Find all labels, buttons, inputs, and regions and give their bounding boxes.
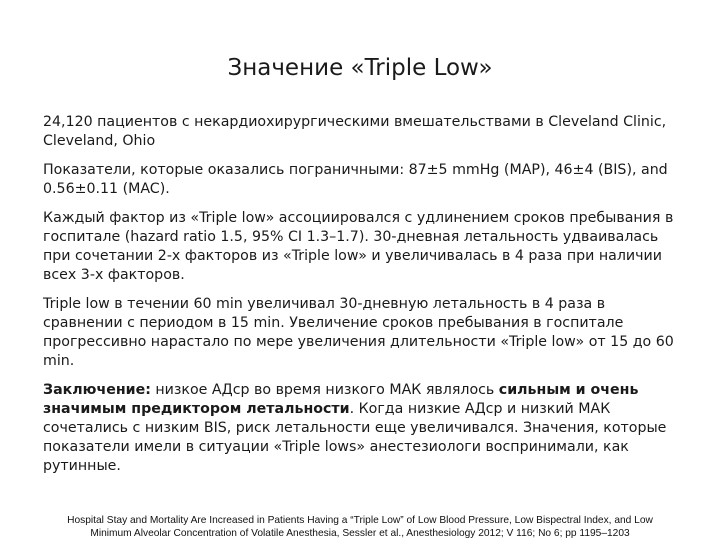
conclusion-text-1: низкое АДср во время низкого МАК являлось — [150, 382, 499, 398]
paragraph-duration-mortality: Triple low в течении 60 min увеличивал 30-дневную летальность в 4 раза в сравнении с периодом в 15 min. Увеличение сроков пребывания в госпитале прогрессивно нарастало по мере увеличения длительности «Triple low» от 15 до 60 min. — [43, 296, 674, 369]
paragraph-borderline-values: Показатели, которые оказались пограничными: 87±5 mmHg (MAP), 46±4 (BIS), and 0.56±0.11 (MAC). — [43, 162, 668, 197]
conclusion-text-2: . Когда низкие АДср и низкий МАК сочетались с низким BIS, риск летальности еще увеличивался. Значения, которые показатели имели в ситуации «Triple lows» анестезиологи воспринимали, как рутинные. — [43, 401, 667, 474]
citation-line-2: Minimum Alveolar Concentration of Volatile Anesthesia, Sessler et al., Anesthesiology 2012; V 116; No 6; pp 1195–1203 — [90, 528, 630, 539]
citation-line-1: Hospital Stay and Mortality Are Increased in Patients Having a “Triple Low” of Low Blood Pressure, Low Bispectral Index, and Low — [67, 515, 653, 526]
paragraph-patients: 24,120 пациентов с некардиохирургическими вмешательствами в Cleveland Clinic, Cleveland, Ohio — [43, 114, 667, 149]
paragraph-hospital-stay: Каждый фактор из «Triple low» ассоциировался с удлинением сроков пребывания в госпитале (hazard ratio 1.5, 95% CI 1.3–1.7). 30-дневная летальность удваивалась при сочетании 2-х факторов из «Triple low» и увеличивалась в 4 раза при наличии всех 3-х факторов. — [43, 210, 674, 283]
conclusion-emphasis: сильным и очень значимым предиктором летальности — [43, 382, 639, 417]
conclusion-label: Заключение: — [43, 382, 151, 398]
citation-footer — [12, 514, 708, 540]
slide-title: Значение «Triple Low» — [227, 55, 493, 81]
slide-body — [43, 113, 683, 486]
paragraph-conclusion — [43, 381, 683, 476]
